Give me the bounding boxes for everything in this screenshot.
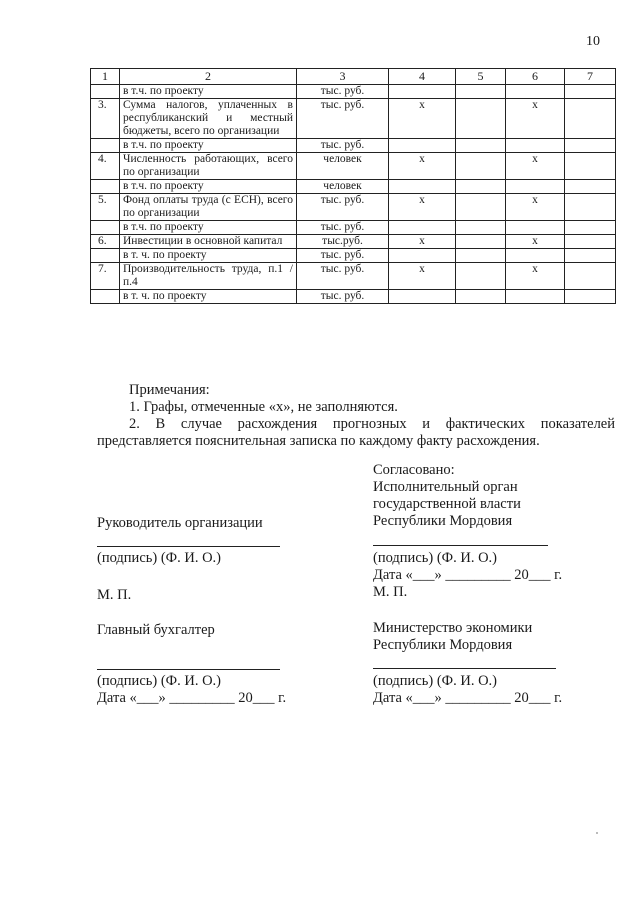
approval-block bbox=[373, 462, 521, 530]
signature-line bbox=[97, 546, 280, 547]
col4-cell: x bbox=[389, 99, 456, 139]
col4-cell bbox=[389, 85, 456, 99]
col6-cell: x bbox=[506, 235, 565, 249]
indicator-name: Производительность труда, п.1 / п.4 bbox=[120, 263, 297, 290]
col7-cell bbox=[565, 263, 616, 290]
table-row bbox=[91, 180, 616, 194]
indicator-name: Инвестиции в основной капитал bbox=[120, 235, 297, 249]
table-row bbox=[91, 290, 616, 304]
authority-line: Республики Мордовия bbox=[373, 513, 513, 529]
table-row bbox=[91, 153, 616, 180]
col5-cell bbox=[456, 153, 506, 180]
approved-label: Согласовано: bbox=[373, 462, 455, 478]
signature-caption: (подпись) (Ф. И. О.) bbox=[97, 550, 222, 566]
table-row bbox=[91, 139, 616, 153]
unit-cell: человек bbox=[297, 180, 389, 194]
col5-cell bbox=[456, 99, 506, 139]
col4-cell bbox=[389, 139, 456, 153]
indicator-name: в т.ч. по проекту bbox=[120, 180, 297, 194]
row-number: 6. bbox=[91, 235, 120, 249]
date-line: Дата «___» _________ 20___ г. bbox=[373, 567, 563, 583]
col6-cell bbox=[506, 221, 565, 235]
col6-cell bbox=[506, 85, 565, 99]
indicator-name: в т.ч. по проекту bbox=[120, 221, 297, 235]
col-header: 5 bbox=[456, 69, 506, 85]
indicator-name: в т.ч. по проекту bbox=[120, 85, 297, 99]
ministry-block bbox=[373, 620, 532, 654]
indicator-name: Численность работающих, всего по организации bbox=[120, 153, 297, 180]
col5-cell bbox=[456, 249, 506, 263]
col-header: 2 bbox=[120, 69, 297, 85]
indicator-name: в т. ч. по проекту bbox=[120, 290, 297, 304]
col7-cell bbox=[565, 290, 616, 304]
row-number bbox=[91, 249, 120, 263]
date-line: Дата «___» _________ 20___ г. bbox=[97, 690, 287, 706]
table-row bbox=[91, 249, 616, 263]
authority-line: Исполнительный орган bbox=[373, 479, 518, 495]
authority-signature bbox=[373, 550, 562, 601]
date-line: Дата «___» _________ 20___ г. bbox=[373, 690, 563, 706]
col6-cell: x bbox=[506, 194, 565, 221]
col-header: 4 bbox=[389, 69, 456, 85]
row-number bbox=[91, 180, 120, 194]
row-number: 5. bbox=[91, 194, 120, 221]
indicators-table bbox=[90, 68, 616, 304]
col7-cell bbox=[565, 139, 616, 153]
unit-cell: тыс. руб. bbox=[297, 99, 389, 139]
indicator-name: в т.ч. по проекту bbox=[120, 139, 297, 153]
col7-cell bbox=[565, 235, 616, 249]
note-item: 2. В случае расхождения прогнозных и фактических показателей представляется пояснительная записка по каждому факту расхождения. bbox=[97, 416, 615, 449]
col4-cell bbox=[389, 290, 456, 304]
unit-cell: тыс. руб. bbox=[297, 221, 389, 235]
col4-cell bbox=[389, 221, 456, 235]
col7-cell bbox=[565, 249, 616, 263]
row-number bbox=[91, 290, 120, 304]
ministry-line: Министерство экономики bbox=[373, 620, 533, 636]
col5-cell bbox=[456, 221, 506, 235]
col7-cell bbox=[565, 194, 616, 221]
table-row bbox=[91, 85, 616, 99]
col5-cell bbox=[456, 180, 506, 194]
col7-cell bbox=[565, 85, 616, 99]
unit-cell: тыс. руб. bbox=[297, 263, 389, 290]
table-row bbox=[91, 235, 616, 249]
col4-cell: x bbox=[389, 235, 456, 249]
col-header: 6 bbox=[506, 69, 565, 85]
col5-cell bbox=[456, 290, 506, 304]
col5-cell bbox=[456, 263, 506, 290]
head-title: Руководитель организации bbox=[97, 515, 263, 531]
col7-cell bbox=[565, 221, 616, 235]
authority-line: государственной власти bbox=[373, 496, 521, 512]
col4-cell: x bbox=[389, 153, 456, 180]
signature-caption: (подпись) (Ф. И. О.) bbox=[97, 673, 222, 689]
row-number: 7. bbox=[91, 263, 120, 290]
col-header: 3 bbox=[297, 69, 389, 85]
note-item: 1. Графы, отмеченные «x», не заполняются. bbox=[129, 399, 398, 415]
unit-cell: тыс. руб. bbox=[297, 85, 389, 99]
col5-cell bbox=[456, 235, 506, 249]
col4-cell bbox=[389, 249, 456, 263]
col7-cell bbox=[565, 153, 616, 180]
page-number: 10 bbox=[586, 34, 600, 49]
ministry-line: Республики Мордовия bbox=[373, 637, 513, 653]
notes-section bbox=[97, 382, 615, 450]
unit-cell: человек bbox=[297, 153, 389, 180]
col5-cell bbox=[456, 139, 506, 153]
signature-line bbox=[97, 669, 280, 670]
col6-cell bbox=[506, 180, 565, 194]
row-number: 3. bbox=[91, 99, 120, 139]
col6-cell bbox=[506, 290, 565, 304]
col7-cell bbox=[565, 99, 616, 139]
signature-line bbox=[373, 668, 556, 669]
col7-cell bbox=[565, 180, 616, 194]
signature-line bbox=[373, 545, 548, 546]
stamp-label: М. П. bbox=[373, 584, 408, 600]
unit-cell: тыс.руб. bbox=[297, 235, 389, 249]
col6-cell: x bbox=[506, 99, 565, 139]
stamp-label: М. П. bbox=[97, 587, 132, 603]
row-number bbox=[91, 221, 120, 235]
col5-cell bbox=[456, 194, 506, 221]
col6-cell: x bbox=[506, 263, 565, 290]
table-row bbox=[91, 194, 616, 221]
unit-cell: тыс. руб. bbox=[297, 194, 389, 221]
col4-cell bbox=[389, 180, 456, 194]
accountant-title: Главный бухгалтер bbox=[97, 622, 215, 638]
col4-cell: x bbox=[389, 263, 456, 290]
col5-cell bbox=[456, 85, 506, 99]
col4-cell: x bbox=[389, 194, 456, 221]
col6-cell: x bbox=[506, 153, 565, 180]
notes-title: Примечания: bbox=[129, 382, 210, 398]
indicator-name: в т. ч. по проекту bbox=[120, 249, 297, 263]
row-number bbox=[91, 85, 120, 99]
col-header: 1 bbox=[91, 69, 120, 85]
scan-speck bbox=[596, 832, 598, 834]
signature-caption: (подпись) (Ф. И. О.) bbox=[373, 673, 498, 689]
table-row bbox=[91, 263, 616, 290]
unit-cell: тыс. руб. bbox=[297, 139, 389, 153]
col6-cell bbox=[506, 249, 565, 263]
table-row bbox=[91, 221, 616, 235]
signature-caption: (подпись) (Ф. И. О.) bbox=[373, 550, 498, 566]
table-header-row bbox=[91, 69, 616, 85]
unit-cell: тыс. руб. bbox=[297, 249, 389, 263]
accountant-signature bbox=[97, 673, 286, 707]
row-number bbox=[91, 139, 120, 153]
row-number: 4. bbox=[91, 153, 120, 180]
col6-cell bbox=[506, 139, 565, 153]
ministry-signature bbox=[373, 673, 562, 707]
col-header: 7 bbox=[565, 69, 616, 85]
indicator-name: Фонд оплаты труда (с ЕСН), всего по организации bbox=[120, 194, 297, 221]
indicator-name: Сумма налогов, уплаченных в республиканский и местный бюджеты, всего по организации bbox=[120, 99, 297, 139]
unit-cell: тыс. руб. bbox=[297, 290, 389, 304]
table-row bbox=[91, 99, 616, 139]
